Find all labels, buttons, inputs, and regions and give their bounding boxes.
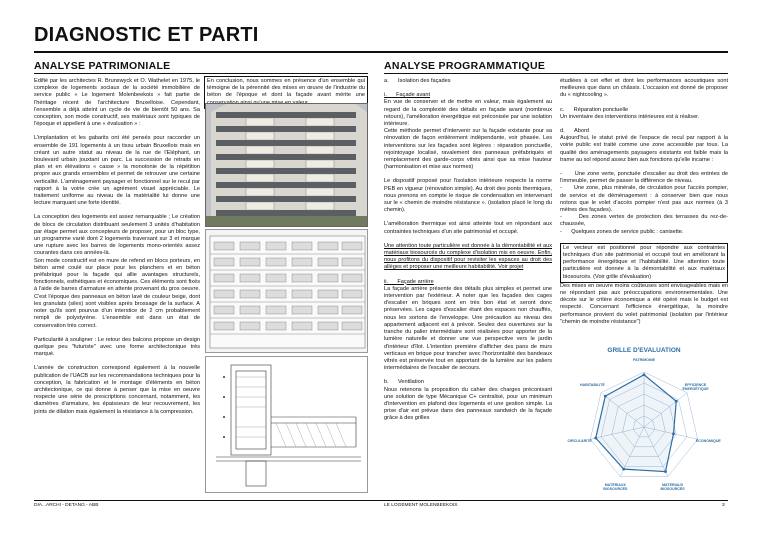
subsection-title: i. Façade avant <box>384 92 431 99</box>
radar-axis-label: PATRIMOINE <box>632 358 656 362</box>
title-divider <box>34 51 728 53</box>
list-item: - Quelques zones de service public : canisette. <box>560 228 684 235</box>
evaluation-radar-chart <box>560 347 728 497</box>
paragraph: L'amélioration thermique est ainsi atteinte tout en répondant aux contraintes techniques d'un site patrimonial et occupé. <box>384 221 552 235</box>
radar-axis-label: MATÉRIAUX BIOSOURCÉS <box>660 483 685 492</box>
page-number: 3 <box>722 503 725 508</box>
right-col1-text <box>384 78 552 423</box>
footer-left: DIA...ARCHI - DETANG - ABB <box>34 503 99 508</box>
right-section-heading: ANALYSE PROGRAMMATIQUE <box>384 60 546 72</box>
footer-divider <box>34 500 728 501</box>
list-item: - Une zone verte, ponctuée d'escalier au droit des entrées de l'immeuble, permet de passer la différence de niveau. <box>560 171 728 185</box>
radar-point <box>622 468 625 471</box>
paragraph: Cette méthode permet d'intervenir sur la façade existante pour sa rénovation de façon entièrement indépendante, voir phasée. Les interventions sur les façades sont légères : réparation ponctuelle, rejointoyage localisé, ravalement des panneaux préfabriqués et remplacement des garde-corps vitrés ainsi que sa mise hauteur (harmonisation et mise aux normes) <box>384 128 552 171</box>
radar-point <box>672 432 675 435</box>
paragraph: Aujourd'hui, le statut privé de l'espace de recul par rapport à la voirie public est traité comme une zone accessible par tous. La qualité des aménagements paysagers existants est faible mais la trame au sol répond assez bien aux fonctions qu'elle incarne : <box>560 135 728 163</box>
paragraph: Un inventaire des interventions intérieures est à réaliser. <box>560 113 700 120</box>
construction-detail-drawing <box>205 356 368 493</box>
radar-point <box>675 400 678 403</box>
subsection-title: d. Abord <box>560 128 589 135</box>
paragraph: L'implantation et les gabarits ont été pensés pour raccorder un ensemble de 191 logements à un tissu urbain Bruxellois mais en créant un autre statut au niveau de la rue de l'Eléphant, un boulevard urbain jouxtant un parc. La succession de retraits en plan et en élévations « casse » la monotonie de la répétition propre aux grands ensembles et permet de retrouver une certaine verticalité. L'aménagement paysager et fonctionnel sur le recul par rapport à la voirie crée un agrément visuel appréciable. Le traitement uniforme au niveau de la matérialité lui donne une lecture marquant une forte identité. <box>34 135 200 207</box>
paragraph: La façade arrière présente des détails plus simples et permet une intervention par l'extérieur. A noter que les façades des cages d'escalier en briques sont en très bon état et seront donc préservées. Les cages d'escalier étant des espaces non chauffés, nous les sortons de l'enveloppe. Une précaution au niveau des appartement adjacent est à prévoir. Seules des ouvertures sur la tranche du palier intermédiaire sont réalisées pour apporter de la lumière naturelle et donner une vue perspective vers le jardin d'intérieur d'îlot. L'intention première d'afficher des pans de murs verticaux en brique pour trancher avec l'horizontalité des bandeaux vitrés est préservée tout en apportant de la lumière sur les paliers intermédiaires de l'escalier de secours. <box>384 285 552 372</box>
radar-axis-label: ÉCONOMIQUE <box>695 438 721 443</box>
radar-point <box>664 470 667 473</box>
subsection-title: c. Réparation ponctuelle <box>560 106 629 113</box>
left-col-text <box>34 78 200 416</box>
facade-elevation-drawing <box>205 229 368 353</box>
right-col2-text <box>560 78 728 326</box>
paragraph: Particularité à souligner : Le retour des balcons propose un design quelque peu "futuriste" avec une forme architectonique très marqué. <box>34 336 200 358</box>
subsection-title: b. Ventilation <box>384 379 424 386</box>
radar-title: GRILLE D'EVALUATION <box>607 347 681 354</box>
paragraph: Une attention toute particulière est donnée à la démontabilité et aux matériaux biosourcés du complexe d'isolation mis en oeuvre. Enfin, nous profitons du dispositif pour revisiter les espaces au droit des allèges et proposer une meilleure habitabilité. Voir projet <box>384 242 552 271</box>
paragraph: La conception des logements est assez remarquable ; Le création de blocs de circulation distribuant seulement 3 unités d'habitation par étage permet aux concepteurs de proposer, pour un bloc type, un programme varié dont 2 logements traversant sur 3 et marque une rupture avec les barres de logements mono-orientés assez courantes dans ces années-là. <box>34 214 200 257</box>
radar-axis-label: CIRCULARITÉ <box>567 438 592 443</box>
radar-svg <box>560 347 728 497</box>
conclusion-box: En conclusion, nous sommes en présence d'un ensemble qui témoigne de la pérennité des mises en œuvre de l'industrie du béton de l'époque et dont la façade avant mérite une <box>204 76 368 109</box>
right-section-divider <box>384 73 728 74</box>
paragraph: Nous retenons la proposition du cahier des charges préconisant une solution de type Mécanique C+ centralisé, pour un minimum d'intervention en plafond des logements et une gestion simple. La prise d'air est prévue dans des panneaux sandwich de la façade grâce à des grilles <box>384 386 552 422</box>
radar-axis-label: MATÉRIAUX BIOSOURCÉS <box>603 483 628 492</box>
list-item: - Des zones vertes de protection des terrasses du rez-de-chaussée, <box>560 214 728 228</box>
subsection-title: a. Isolation des façades <box>384 78 451 84</box>
vector-note-box: Le vecteur est positionné pour répondre aux contraintes techniques d'un site patrimonial et occupé tout en améliorant la performance énergétique et l'habitabilité. Une attention toute particulière est donnée à la démontabilité et aux matériaux biosourcés. (Voir grille d'évaluation) <box>560 243 728 283</box>
paragraph: L'année de construction correspond également à la nouvelle publication de l'UACB sur les recommandations techniques pour la conception, la fabrication et le montage d'éléments en béton architectonique, ce qui donne à penser que la mise en oeuvre respecte une série de prescriptions concernant, notamment, les diamètres d'armature, les épaisseurs de leur recouvrement, les joints de dilation mais également la résistance à la compression. <box>34 365 200 415</box>
paragraph: étudiées à cet effet et dont les performances acoustiques sont meilleures que dans un châssis. L'occasion est donné de proposer du « nightcooling ». <box>560 78 728 99</box>
paragraph: Le dispositif proposé pour l'isolation intérieure respecte la norme PEB en vigueur (rénovation simple). Au droit des ponts thermiques, nous prenons en compte le risque de condensation en intervenant sur le « chemin de moindre résistance ». (isolation placé le long du chemin). <box>384 178 552 214</box>
radar-point <box>604 395 607 398</box>
paragraph: Edifié par les architectes R. Brunswyck et O. Wathelet en 1975, le complexe de logements sociaux de la société immobilière de service public « Le logement Molenbeekois » fait partie de l'héritage récent de l'architecture Bruxelloise. Cependant, l'ensemble a déjà atteint un cycle de vie de bientôt 50 ans. Sa conception, son mode constructif, ses matériaux sont typiques de l'époque et appellent à une « évaluation » : <box>34 78 200 128</box>
left-section-heading: ANALYSE PATRIMONIALE <box>34 60 171 72</box>
building-photo <box>205 103 368 227</box>
radar-axis-label: EFFICIENCE ÉNERGÉTIQUE <box>682 382 709 391</box>
paragraph: En vue de conserver et de mettre en valeur, mais également au regard de la complexité des détails en façade avant (nombreux retours), l'amélioration énergétique est préconisée par une isolation intérieure. <box>384 99 552 128</box>
paragraph: Des mises en oeuvre moins coûteuses sont envisageables mais en ne répondant pas aux préoccupations environnementales. Une décote sur le critère économique a été opéré mais le budget est respecté. Concernant l'efficience énergétique, la moindre performance provient du volet patrimonial (isolation par l'intérieur "chemin de moindre résistance") <box>560 282 728 325</box>
subsection-title: ii. Façade arrière <box>384 278 434 285</box>
footer-center: LE LOGEMENT MOLENBEEKOIS <box>384 503 458 508</box>
page-title: DIAGNOSTIC ET PARTI <box>34 24 259 46</box>
radar-point <box>643 373 646 376</box>
radar-axis-label: HABITABILITÉ <box>580 382 605 387</box>
left-section-divider <box>34 73 368 74</box>
list-item: - Une zone, plus minérale, de circulation pour l'accès pompier, de service et de déménagement : à conserver bien que nous notons que le volet d'accès pompier n'est pas aux normes (à 3 mètres des façades). <box>560 185 728 214</box>
paragraph: Son mode constructif est en mure de refend en blocs porteurs, en béton armé coulé sur place pour les planchers et en béton préfabriqué pour la façade qui allie avantages structurels, fonctionnels, esthétiques et économiques. Ces éléments sont fixés à l'aide de barres d'armature en attente provenant du gros oeuvre. C'est l'époque des panneaux en béton lavé de couleur beige, dont les granulats (silex) sont visibles après brossage de la surface. A noter qu'ils sont pourvus d'un interstice de 2 cm probablement rempli de polystyrène. L'ensemble est dans un état de conservation très correct. <box>34 257 200 329</box>
